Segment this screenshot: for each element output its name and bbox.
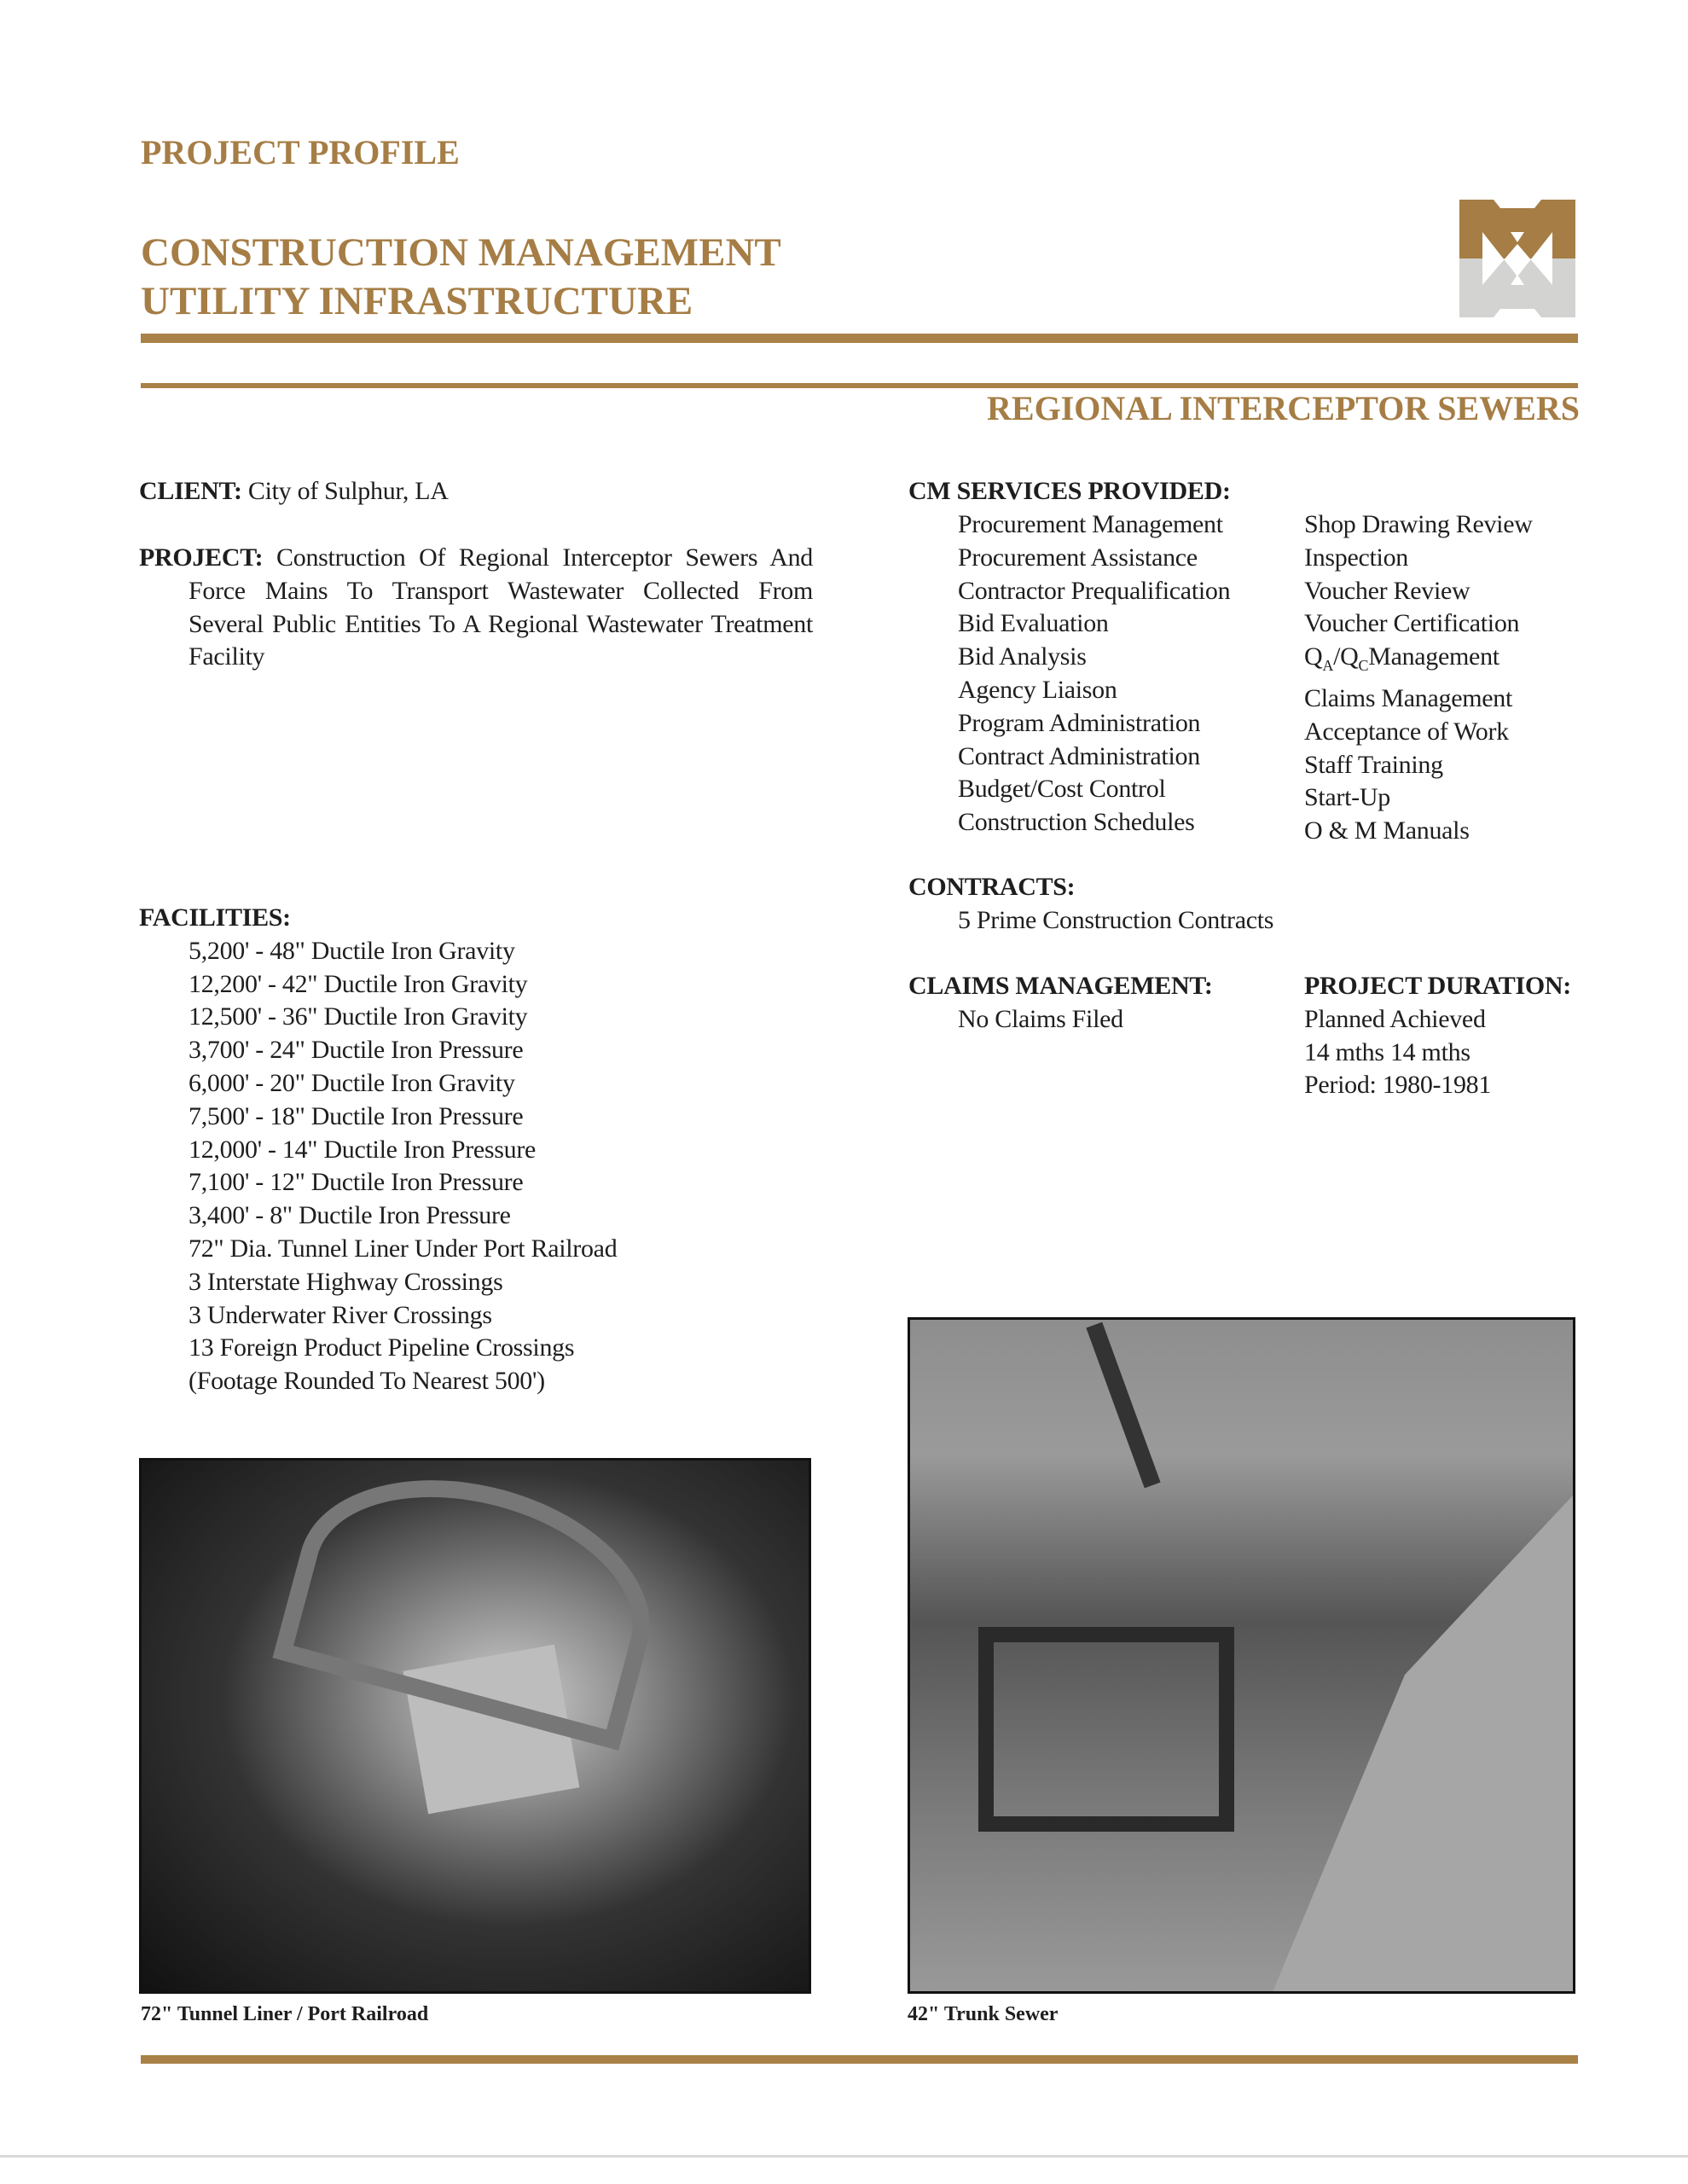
facility-item: 6,000' - 20" Ductile Iron Gravity	[189, 1068, 515, 1097]
photo-tunnel-liner	[139, 1458, 811, 1994]
contracts-value: 5 Prime Construction Contracts	[958, 905, 1274, 934]
service-item: $Q_A/Q_CManagement$	[1304, 642, 1499, 675]
service-item: Claims Management	[1304, 683, 1513, 712]
footer-divider	[141, 2055, 1578, 2064]
service-item: Procurement Management	[958, 510, 1223, 538]
service-item: O & M Manuals	[1304, 816, 1470, 845]
contracts	[908, 871, 1273, 938]
duration-line: Planned Achieved	[1304, 1004, 1486, 1033]
project	[139, 542, 813, 674]
section-title: REGIONAL INTERCEPTOR SEWERS	[987, 389, 1580, 427]
facility-item: 5,200' - 48" Ductile Iron Gravity	[189, 936, 515, 965]
kicker: PROJECT PROFILE	[141, 133, 460, 171]
service-item: Contractor Prequalification	[958, 576, 1231, 605]
service-item: Budget/Cost Control	[958, 775, 1166, 804]
duration-line: 14 mths 14 mths	[1304, 1037, 1470, 1066]
photo-caption: 42" Trunk Sewer	[908, 2003, 1059, 2025]
duration	[1304, 970, 1571, 1102]
services	[908, 475, 1231, 508]
facility-item: 7,100' - 12" Ductile Iron Pressure	[189, 1168, 524, 1197]
facility-item: 3 Interstate Highway Crossings	[189, 1267, 503, 1296]
title-line: UTILITY INFRASTRUCTURE	[141, 279, 693, 323]
service-item: Agency Liaison	[958, 675, 1117, 704]
facility-item: 3,700' - 24" Ductile Iron Pressure	[189, 1036, 524, 1065]
photo-caption: 72" Tunnel Liner / Port Railroad	[141, 2003, 429, 2025]
project-value: Construction Of Regional Interceptor Sewers And Force Mains To Transport Wastewater Collected From Several Public Entities To A Regional Wastewater Treatment Facility	[189, 543, 813, 671]
duration-label: PROJECT DURATION:	[1304, 972, 1571, 1000]
service-item: Bid Analysis	[958, 642, 1087, 671]
services-col2	[1304, 508, 1533, 848]
photo-trunk-sewer	[908, 1317, 1575, 1994]
claims-label: CLAIMS MANAGEMENT:	[908, 972, 1213, 1000]
facility-item: 72" Dia. Tunnel Liner Under Port Railroad	[189, 1234, 618, 1263]
service-item: Contract Administration	[958, 741, 1200, 770]
facilities-label: FACILITIES:	[139, 903, 291, 932]
page-edge	[0, 2155, 1688, 2158]
contracts-label: CONTRACTS:	[908, 873, 1076, 901]
facility-item: (Footage Rounded To Nearest 500')	[189, 1367, 545, 1396]
facility-item: 13 Foreign Product Pipeline Crossings	[189, 1333, 575, 1362]
service-item: Procurement Assistance	[958, 543, 1198, 572]
client-value: City of Sulphur, LA	[247, 477, 449, 505]
service-item: Inspection	[1304, 543, 1408, 572]
title-line: CONSTRUCTION MANAGEMENT	[141, 230, 781, 275]
project-label: PROJECT:	[139, 543, 264, 572]
facility-item: 3,400' - 8" Ductile Iron Pressure	[189, 1201, 511, 1230]
service-item: Voucher Review	[1304, 576, 1470, 605]
facility-item: 12,500' - 36" Ductile Iron Gravity	[189, 1002, 528, 1031]
services-label: CM SERVICES PROVIDED:	[908, 477, 1231, 505]
facilities	[139, 902, 617, 1398]
divider	[141, 334, 1578, 343]
facility-item: 12,200' - 42" Ductile Iron Gravity	[189, 969, 528, 998]
service-item: Start-Up	[1304, 783, 1390, 812]
facility-item: 12,000' - 14" Ductile Iron Pressure	[189, 1135, 537, 1164]
client-label: CLIENT:	[139, 477, 242, 505]
claims-value: No Claims Filed	[958, 1004, 1123, 1033]
claims	[908, 970, 1213, 1037]
services-col1	[958, 508, 1230, 839]
service-item: Construction Schedules	[958, 808, 1195, 837]
service-item: Program Administration	[958, 708, 1201, 737]
logo-icon	[1459, 200, 1575, 317]
facility-item: 7,500' - 18" Ductile Iron Pressure	[189, 1101, 524, 1130]
client	[139, 475, 821, 508]
service-item: Acceptance of Work	[1304, 717, 1509, 746]
service-item: Bid Evaluation	[958, 609, 1109, 638]
duration-line: Period: 1980-1981	[1304, 1071, 1492, 1100]
service-item: Voucher Certification	[1304, 609, 1520, 638]
page-title	[141, 229, 781, 326]
service-item: Staff Training	[1304, 750, 1443, 779]
facility-item: 3 Underwater River Crossings	[189, 1300, 492, 1329]
service-item: Shop Drawing Review	[1304, 510, 1533, 538]
